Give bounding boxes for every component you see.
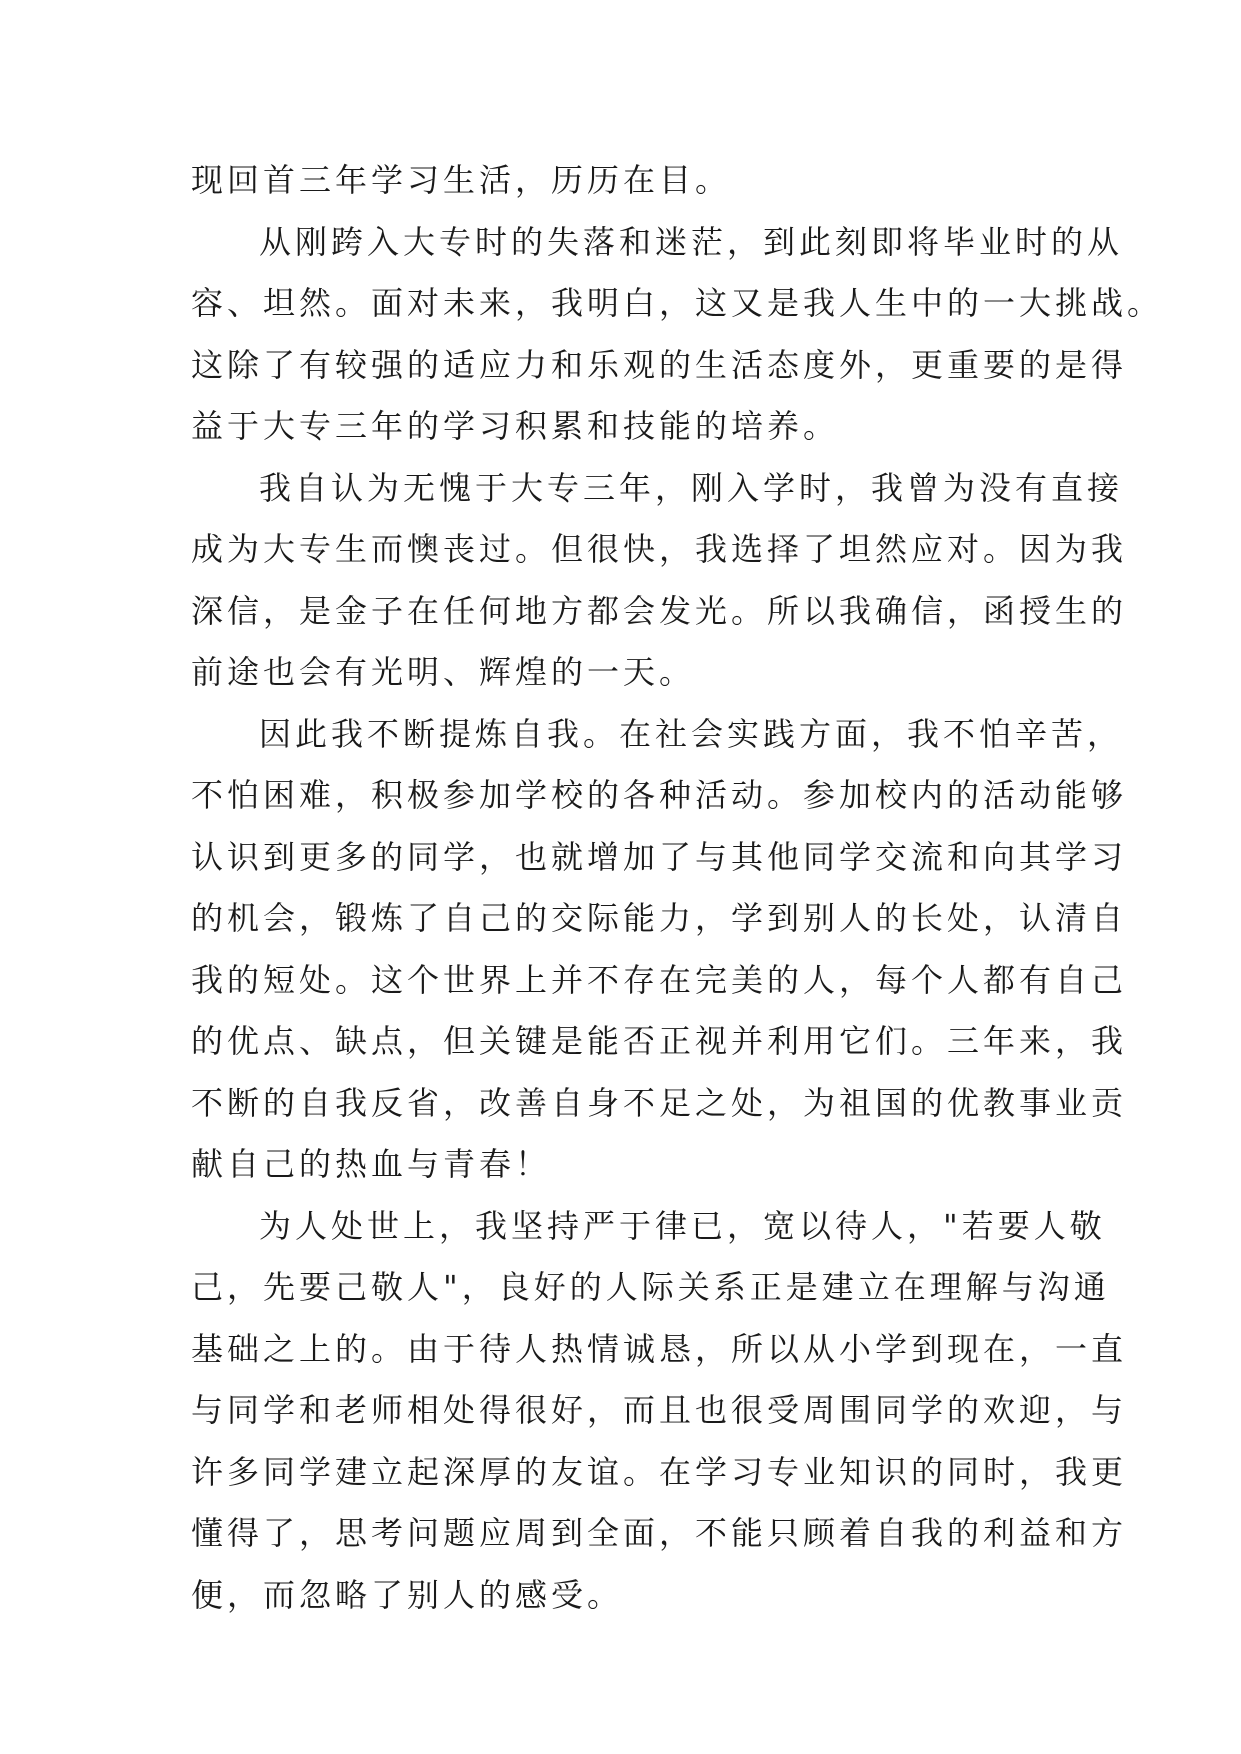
text-line: 成为大专生而懊丧过。但很快，我选择了坦然应对。因为我 [191, 530, 1128, 568]
text-line: 为人处世上，我坚持严于律已，宽以待人，"若要人敬 [259, 1206, 1106, 1245]
text-line: 基础之上的。由于待人热情诚恳，所以从小学到现在，一直 [191, 1329, 1128, 1368]
text-line: 懂得了，思考问题应周到全面，不能只顾着自我的利益和方 [191, 1514, 1128, 1552]
text-line: 己，先要己敬人"，良好的人际关系正是建立在理解与沟通 [191, 1268, 1110, 1306]
text-line: 认识到更多的同学，也就增加了与其他同学交流和向其学习 [191, 837, 1128, 876]
text-line: 不断的自我反省，改善自身不足之处，为祖国的优教事业贡 [191, 1083, 1128, 1122]
text-line: 因此我不断提炼自我。在社会实践方面，我不怕辛苦， [259, 714, 1124, 753]
text-line: 献自己的热血与青春！ [191, 1145, 552, 1183]
text-line: 我自认为无愧于大专三年，刚入学时，我曾为没有直接 [259, 468, 1124, 507]
text-line: 我的短处。这个世界上并不存在完美的人，每个人都有自己 [191, 960, 1128, 999]
paragraph-3 [191, 458, 1128, 704]
paragraph-4 [191, 704, 1128, 1196]
text-line: 深信，是金子在任何地方都会发光。所以我确信，函授生的 [191, 591, 1128, 630]
text-line: 的优点、缺点，但关键是能否正视并利用它们。三年来，我 [191, 1022, 1128, 1060]
text-line: 容、坦然。面对未来，我明白，这又是我人生中的一大挑战。 [191, 284, 1164, 322]
text-line: 现回首三年学习生活，历历在目。 [191, 161, 732, 199]
text-line: 从刚跨入大专时的失落和迷茫，到此刻即将毕业时的从 [259, 222, 1124, 261]
text-line: 益于大专三年的学习积累和技能的培养。 [191, 407, 840, 445]
text-line: 不怕困难，积极参加学校的各种活动。参加校内的活动能够 [191, 776, 1128, 814]
text-line: 的机会，锻炼了自己的交际能力，学到别人的长处，认清自 [191, 899, 1128, 937]
paragraph-5 [191, 1196, 1128, 1627]
text-line: 便，而忽略了别人的感受。 [191, 1575, 624, 1614]
paragraph-1 [191, 150, 1071, 212]
text-line: 与同学和老师相处得很好，而且也很受周围同学的欢迎，与 [191, 1391, 1128, 1429]
text-line: 这除了有较强的适应力和乐观的生活态度外，更重要的是得 [191, 345, 1128, 384]
text-line: 许多同学建立起深厚的友谊。在学习专业知识的同时，我更 [191, 1452, 1128, 1491]
paragraph-2 [191, 212, 1164, 458]
text-line: 前途也会有光明、辉煌的一天。 [191, 653, 696, 691]
document-body [191, 150, 1164, 1626]
